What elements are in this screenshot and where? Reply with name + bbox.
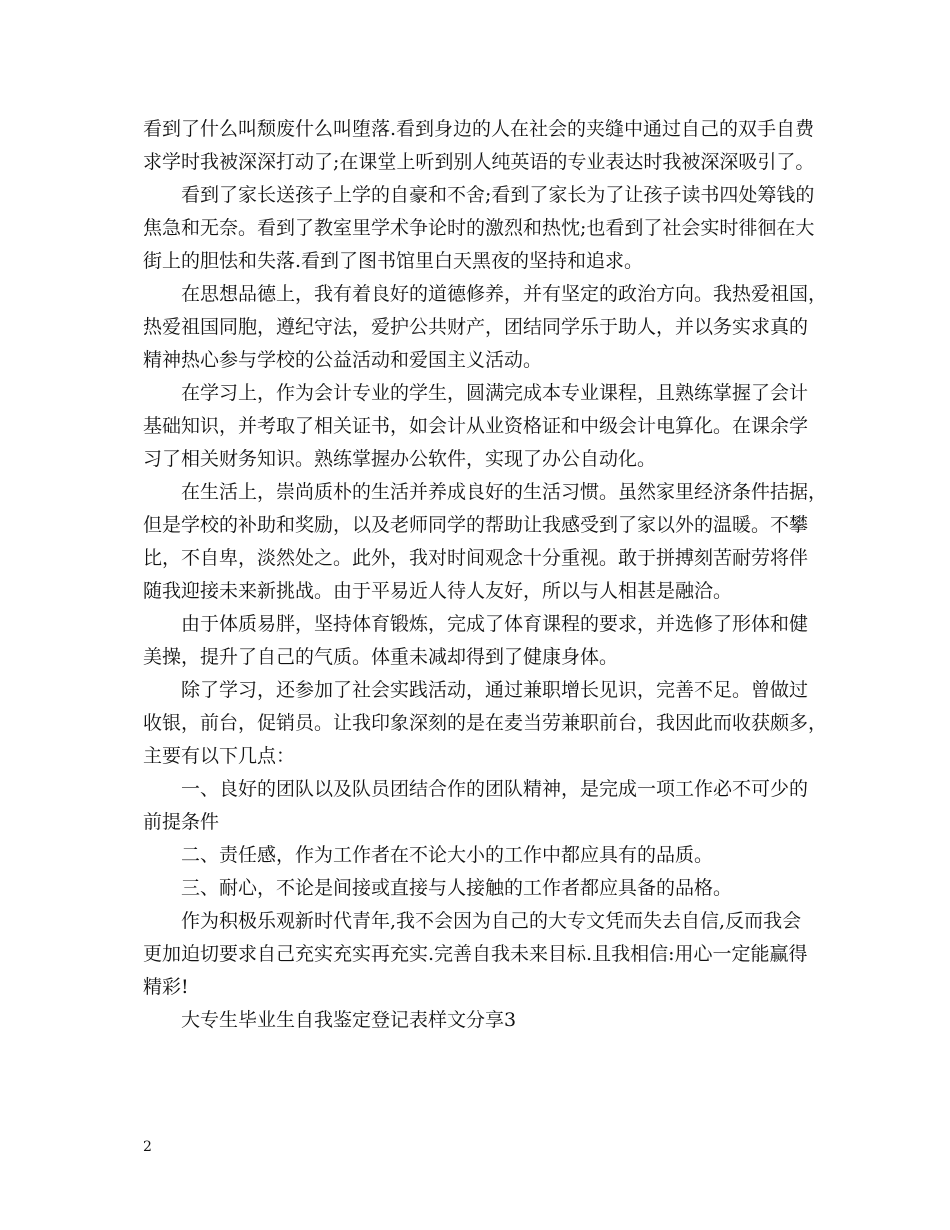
text-line: 精彩! — [143, 976, 189, 998]
text-line: 热爱祖国同胞，遵纪守法，爱护公共财产，团结同学乐于助人，并以务实求真的 — [143, 316, 809, 338]
page-number: 2 — [143, 1139, 152, 1155]
text-line: 看到了什么叫颓废什么叫堕落.看到身边的人在社会的夹缝中通过自己的双手自费 — [143, 118, 815, 140]
text-line: 在思想品德上，我有着良好的道德修养，并有坚定的政治方向。我热爱祖国， — [181, 283, 828, 305]
text-line: 比，不自卑，淡然处之。此外，我对时间观念十分重视。敢于拼搏刻苦耐劳将伴 — [143, 547, 809, 569]
text-line: 更加迫切要求自己充实充实再充实.完善自我未来目标.且我相信:用心一定能赢得 — [143, 943, 808, 965]
text-line: 但是学校的补助和奖励，以及老师同学的帮助让我感受到了家以外的温暖。不攀 — [143, 514, 809, 536]
text-line: 由于体质易胖，坚持体育锻炼，完成了体育课程的要求，并选修了形体和健 — [181, 613, 809, 635]
text-line: 求学时我被深深打动了;在课堂上听到别人纯英语的专业表达时我被深深吸引了。 — [143, 151, 815, 173]
text-line: 在生活上，崇尚质朴的生活并养成良好的生活习惯。虽然家里经济条件拮据， — [181, 481, 828, 503]
text-line: 焦急和无奈。看到了教室里学术争论时的激烈和热忱;也看到了社会实时徘徊在大 — [143, 217, 815, 239]
text-line: 作为积极乐观新时代青年,我不会因为自己的大专文凭而失去自信,反而我会 — [181, 910, 802, 932]
text-line: 基础知识，并考取了相关证书，如会计从业资格证和中级会计电算化。在课余学 — [143, 415, 809, 437]
text-line: 前提条件 — [143, 811, 220, 833]
body-text — [143, 113, 828, 1037]
text-line: 街上的胆怯和失落.看到了图书馆里白天黑夜的坚持和追求。 — [143, 250, 644, 272]
text-line: 习了相关财务知识。熟练掌握办公软件，实现了办公自动化。 — [143, 448, 657, 470]
text-line: 大专生毕业生自我鉴定登记表样文分享3 — [181, 1009, 517, 1031]
text-line: 除了学习，还参加了社会实践活动，通过兼职增长见识，完善不足。曾做过 — [181, 679, 809, 701]
text-line: 看到了家长送孩子上学的自豪和不舍;看到了家长为了让孩子读书四处筹钱的 — [181, 184, 815, 206]
text-line: 二、责任感，作为工作者在不论大小的工作中都应具有的品质。 — [181, 844, 714, 866]
text-line: 精神热心参与学校的公益活动和爱国主义活动。 — [143, 349, 543, 371]
text-line: 收银，前台，促销员。让我印象深刻的是在麦当劳兼职前台，我因此而收获颇多， — [143, 712, 828, 734]
text-line: 在学习上，作为会计专业的学生，圆满完成本专业课程，且熟练掌握了会计 — [181, 382, 809, 404]
text-line: 美操，提升了自己的气质。体重未减却得到了健康身体。 — [143, 646, 619, 668]
text-line: 一、良好的团队以及队员团结合作的团队精神，是完成一项工作必不可少的 — [181, 778, 809, 800]
text-line: 随我迎接未来新挑战。由于平易近人待人友好，所以与人相甚是融洽。 — [143, 580, 733, 602]
text-line: 主要有以下几点： — [143, 745, 296, 767]
text-line: 三、耐心，不论是间接或直接与人接触的工作者都应具备的品格。 — [181, 877, 733, 899]
